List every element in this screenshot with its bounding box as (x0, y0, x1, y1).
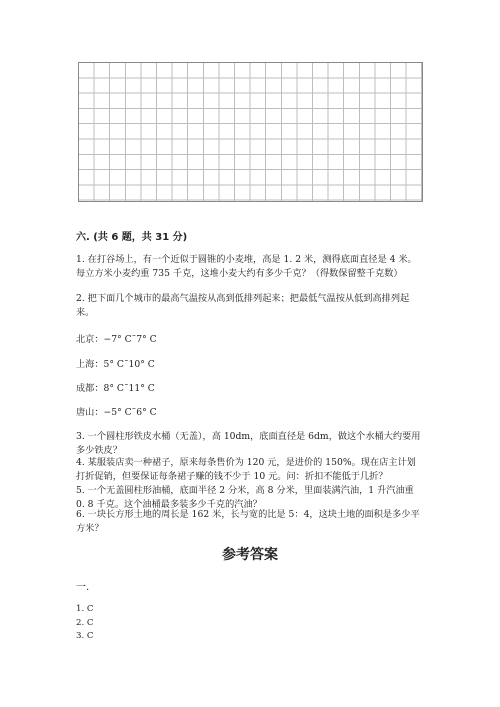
answers-title: 参考答案 (222, 547, 278, 563)
question-3: 3. 一个圆柱形铁皮水桶（无盖），高 10dm，底面直径是 6dm，做这个水桶大约要用多少铁皮？ (76, 431, 421, 456)
answer-item: 1. C (76, 604, 94, 614)
city-temperature: 成都：8° C˜11° C (76, 383, 155, 394)
city-temperature: 上海：5° C˜10° C (76, 359, 155, 370)
city-temperature: 北京：−7° C˜7° C (76, 334, 157, 345)
question-2: 2. 把下面几个城市的最高气温按从高到低排列起来；把最低气温按从低到高排列起来。 (76, 293, 410, 318)
city-temperature: 唐山：−5° C˜6° C (76, 407, 157, 418)
question-6: 6. 一块长方形土地的周长是 162 米，长与宽的比是 5：4，这块土地的面积是多少平方米？ (76, 509, 420, 534)
section-title: 六. (共 6 题，共 31 分) (76, 232, 188, 243)
question-1: 1. 在打谷场上，有一个近似于圆锥的小麦堆，高是 1. 2 米，测得底面直径是 4 米。每立方米小麦约重 735 千克，这堆小麦大约有多少千克？（得数保留整千克数） (76, 254, 417, 279)
question-5: 5. 一个无盖圆柱形油桶，底面半径 2 分米，高 8 分米，里面装满汽油，1 升汽油重 0. 8 千克。这个油桶最多装多少千克的汽油？ (76, 485, 414, 510)
writing-grid (78, 62, 423, 202)
answer-item: 3. C (76, 631, 94, 641)
answer-item: 2. C (76, 618, 94, 628)
answers-section-label: 一. (76, 582, 90, 593)
question-4: 4. 某服装店卖一种裙子，原来每条售价为 120 元，是进价的 150%。现在店主计划打折促销，但要保证每条裙子赚的钱不少于 10 元。问：折扣不能低于几折？ (76, 457, 416, 482)
